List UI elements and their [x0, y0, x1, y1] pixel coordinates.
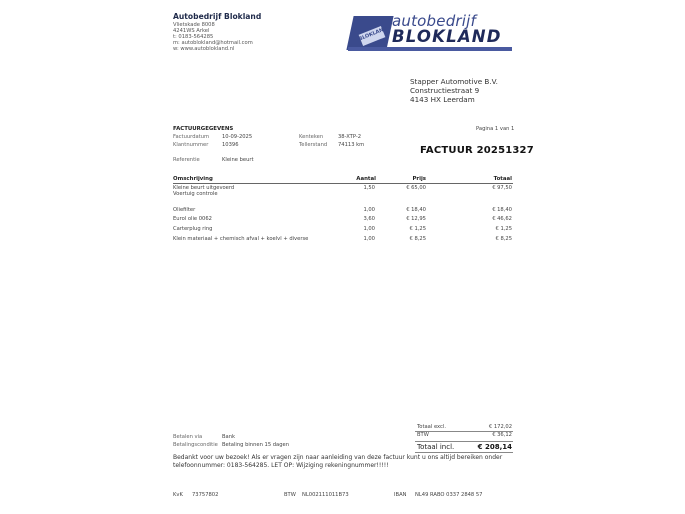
item-quantity: 3,60: [363, 216, 375, 222]
company-address: [173, 22, 253, 53]
item-price: € 18,40: [406, 207, 426, 213]
customer-number-value: 10396: [222, 142, 239, 148]
table-row: [173, 226, 513, 233]
thank-you-note: Bedankt voor uw bezoek! Als er vragen zijn naar aanleiding van deze factuur kunt u ons altijd bereiken onder telefoonnummer: 0183-564285. LET OP: Wijziging rekeningnummer!!!!!: [173, 454, 503, 469]
company-city: 4241WS Arkel: [173, 27, 210, 34]
company-street: Vlietskade 8008: [173, 21, 215, 28]
invoice-title: FACTUUR 20251327: [420, 145, 534, 156]
logo-word-blokland: BLOKLAND: [392, 27, 502, 46]
payment-condition-label: Betalingsconditie: [173, 442, 218, 448]
item-description: Eurol olie 0062: [173, 216, 212, 222]
company-website: w: www.autoblokland.nl: [173, 46, 235, 53]
iban-label: IBAN: [394, 492, 407, 498]
company-name: Autobedrijf Blokland: [173, 12, 262, 21]
odometer-label: Tellerstand: [299, 142, 328, 148]
item-total: € 1,25: [495, 226, 512, 232]
item-quantity: 1,00: [363, 226, 375, 232]
item-total: € 46,62: [492, 216, 512, 222]
item-total: € 97,50: [492, 185, 512, 191]
footer-vat-label: BTW: [284, 492, 296, 498]
grand-total-value: € 208,14: [477, 443, 512, 451]
header-price: Prijs: [412, 176, 426, 182]
payment-method-value: Bank: [222, 434, 236, 440]
table-row: [173, 185, 513, 199]
company-logo: [344, 10, 512, 52]
item-description: Carterplug ring: [173, 226, 213, 232]
table-row: [173, 207, 513, 214]
payment-method-label: Betalen via: [173, 434, 203, 440]
invoice-details-title: FACTUURGEGEVENS: [173, 126, 234, 132]
item-price: € 12,95: [406, 216, 426, 222]
license-plate-value: 38-XTP-2: [338, 134, 362, 140]
logo-underline-bar: [348, 47, 512, 51]
item-total: € 18,40: [492, 207, 512, 213]
vat-label: BTW: [417, 432, 429, 438]
totals-divider: [415, 452, 513, 453]
invoice-date-value: 10-09-2025: [222, 134, 253, 140]
item-price: € 8,25: [409, 236, 426, 242]
subtotal-value: € 172,02: [488, 424, 512, 430]
customer-number-label: Klantnummer: [173, 142, 209, 148]
page-indicator: Pagina 1 van 1: [476, 126, 515, 132]
item-description: Oliefilter: [173, 207, 196, 213]
item-price: € 1,25: [409, 226, 426, 232]
company-email: m: autoblokland@hotmail.com: [173, 40, 253, 47]
footer-vat-value: NL002111011B73: [302, 492, 349, 498]
vat-value: € 36,12: [492, 432, 512, 438]
header-description: Omschrijving: [173, 176, 213, 182]
reference-value: Kleine beurt: [222, 157, 254, 163]
license-plate-label: Kenteken: [299, 134, 324, 140]
item-description: Kleine beurt uitgevoerd: [173, 185, 235, 191]
subtotal-label: Totaal excl.: [417, 424, 446, 430]
payment-condition-value: Betaling binnen 15 dagen: [222, 442, 290, 448]
item-description-sub: Voertuig controle: [173, 191, 218, 198]
logo-tile-text: BLOKLAND: [357, 25, 389, 43]
table-row: [173, 236, 513, 243]
invoice-date-label: Factuurdatum: [173, 134, 210, 140]
item-quantity: 1,50: [363, 185, 375, 191]
item-description: Klein materiaal + chemisch afval + koelvl + diverse: [173, 236, 309, 242]
kvk-label: KvK: [173, 492, 183, 498]
item-quantity: 1,00: [363, 207, 375, 213]
odometer-value: 74113 km: [338, 142, 365, 148]
recipient-address: [410, 78, 498, 104]
item-quantity: 1,00: [363, 236, 375, 242]
totals-divider: [415, 441, 513, 442]
recipient-city: 4143 HX Leerdam: [410, 94, 475, 104]
header-quantity: Aantal: [356, 176, 376, 182]
item-price: € 65,00: [406, 185, 426, 191]
table-row: [173, 216, 513, 223]
logo-word-autobedrijf: autobedrijf: [392, 12, 477, 30]
recipient-name: Stapper Automotive B.V.: [410, 77, 498, 86]
item-total: € 8,25: [495, 236, 512, 242]
company-phone: t: 0183-564285: [173, 33, 214, 40]
header-total: Totaal: [493, 176, 512, 182]
kvk-value: 73757802: [192, 492, 219, 498]
line-items-header: [173, 175, 513, 184]
grand-total-label: Totaal incl.: [417, 443, 455, 451]
iban-value: NL49 RABO 0337 2848 57: [415, 492, 483, 498]
recipient-street: Constructiestraat 9: [410, 85, 480, 95]
reference-label: Referentie: [173, 157, 200, 163]
